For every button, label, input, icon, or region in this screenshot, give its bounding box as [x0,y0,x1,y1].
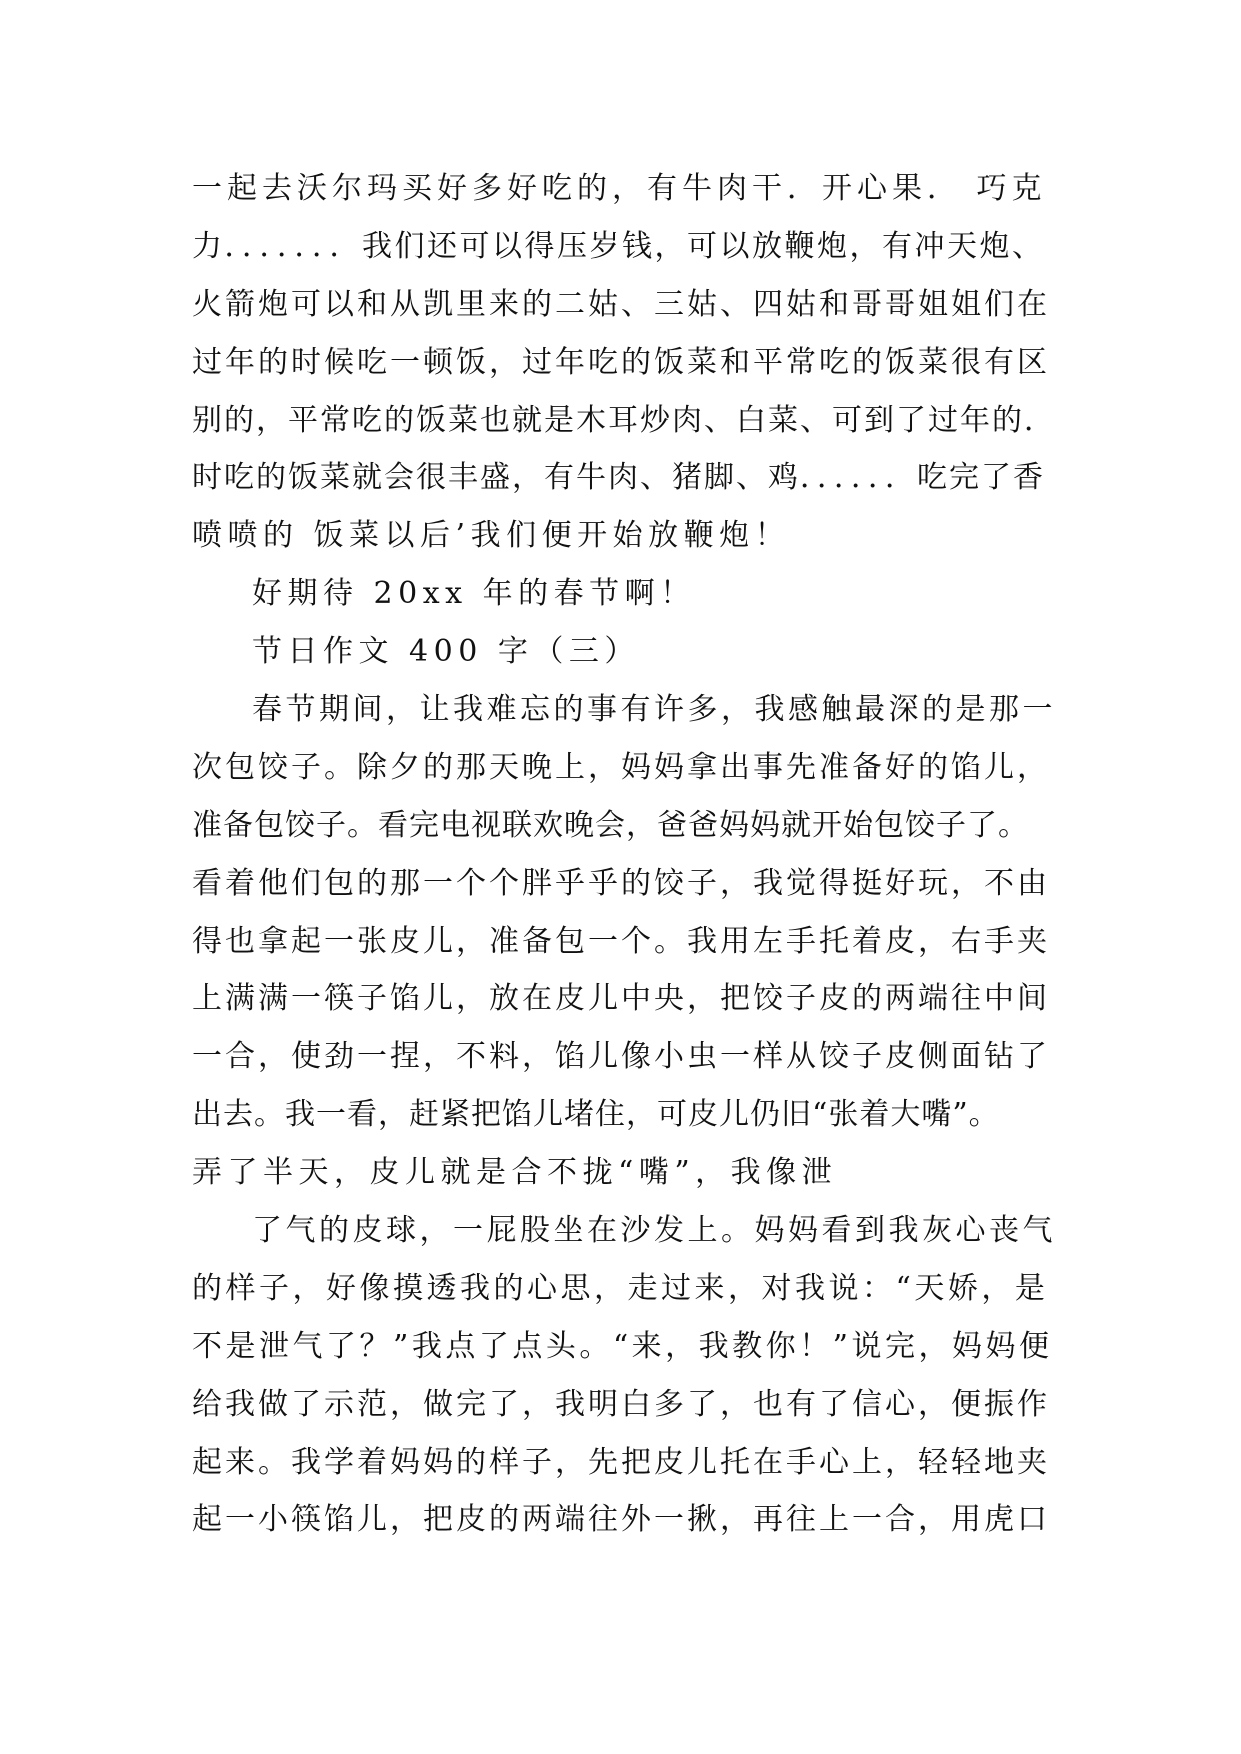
paragraph-line [192,565,1052,623]
text-line [192,276,1052,334]
text-line [192,507,1052,565]
text-line [192,334,1052,392]
text-line-content: 好期待 20xx 年的春节啊！ [252,576,696,612]
text-line-content: 的样子，好像摸透我的心思，走过来，对我说：“天娇，是 [192,1270,1049,1306]
text-line [192,797,1052,855]
text-line-content: 力．．．．．．．我们还可以得压岁钱，可以放鞭炮，有冲天炮、 [192,228,1045,264]
section-heading [192,623,1052,681]
text-line-content: 过年的时候吃一顿饭，过年吃的饭菜和平常吃的饭菜很有区 [192,344,1050,380]
heading-text: 节日作文 400 字（三） [252,634,640,670]
text-line-content: 准备包饺子。看完电视联欢晚会，爸爸妈妈就开始包饺子了。 [192,807,1029,843]
text-line-content: 弄了半天，皮儿就是合不拢“嘴”，我像泄 [192,1155,838,1191]
text-line-content: 一起去沃尔玛买好多好吃的，有牛肉干．开心果． 巧克 [192,171,1047,206]
text-line [192,218,1052,276]
text-line-content: 了气的皮球，一屁股坐在沙发上。妈妈看到我灰心丧气 [252,1213,1056,1249]
text-line-content: 别的，平常吃的饭菜也就是木耳炒肉、白菜、可到了过年的． [192,402,1056,438]
text-line-content: 不是泄气了？”我点了点头。“来，我教你！”说完，妈妈便 [192,1328,1053,1364]
text-line [192,1318,1052,1376]
text-line [192,449,1052,507]
text-line-content: 上满满一筷子馅儿，放在皮儿中央，把饺子皮的两端往中间 [192,981,1050,1017]
text-line [192,739,1052,797]
text-line [192,855,1052,913]
document-body [192,160,1056,1549]
text-line-content: 次包饺子。除夕的那天晚上，妈妈拿出事先准备好的馅儿， [192,749,1050,785]
text-line-content: 火箭炮可以和从凯里来的二姑、三姑、四姑和哥哥姐姐们在 [192,286,1050,322]
text-line-content: 春节期间，让我难忘的事有许多，我感触最深的是那一 [252,692,1056,728]
text-line [192,970,1052,1028]
text-line-content: 喷喷的 饭菜以后’我们便开始放鞭炮！ [192,518,791,554]
text-line-content: 一合，使劲一捏，不料，馅儿像小虫一样从饺子皮侧面钻了 [192,1039,1050,1075]
text-line [192,1086,1052,1144]
text-line [192,1434,1052,1492]
text-line-content: 起一小筷馅儿，把皮的两端往外一揪，再往上一合，用虎口 [192,1502,1050,1538]
text-line-content: 出去。我一看，赶紧把馅儿堵住，可皮儿仍旧“张着大嘴”。 [192,1097,1000,1133]
text-line [192,392,1056,450]
text-line-content: 起来。我学着妈妈的样子，先把皮儿托在手心上，轻轻地夹 [192,1444,1050,1480]
text-line [192,1028,1052,1086]
text-line [192,1144,1052,1202]
text-line-content: 给我做了示范，做完了，我明白多了，也有了信心，便振作 [192,1386,1050,1422]
paragraph-line [192,681,1056,739]
text-line [192,160,1052,218]
text-line-content: 得也拿起一张皮儿，准备包一个。我用左手托着皮，右手夹 [192,923,1050,959]
paragraph-line [192,1202,1056,1260]
text-line [192,1260,1052,1318]
text-line-content: 时吃的饭菜就会很丰盛，有牛肉、猪脚、鸡．．．．．．吃完了香 [192,460,1045,496]
text-line [192,1376,1052,1434]
text-line-content: 看着他们包的那一个个胖乎乎的饺子，我觉得挺好玩，不由 [192,865,1050,901]
text-line [192,913,1052,971]
text-line [192,1491,1052,1549]
